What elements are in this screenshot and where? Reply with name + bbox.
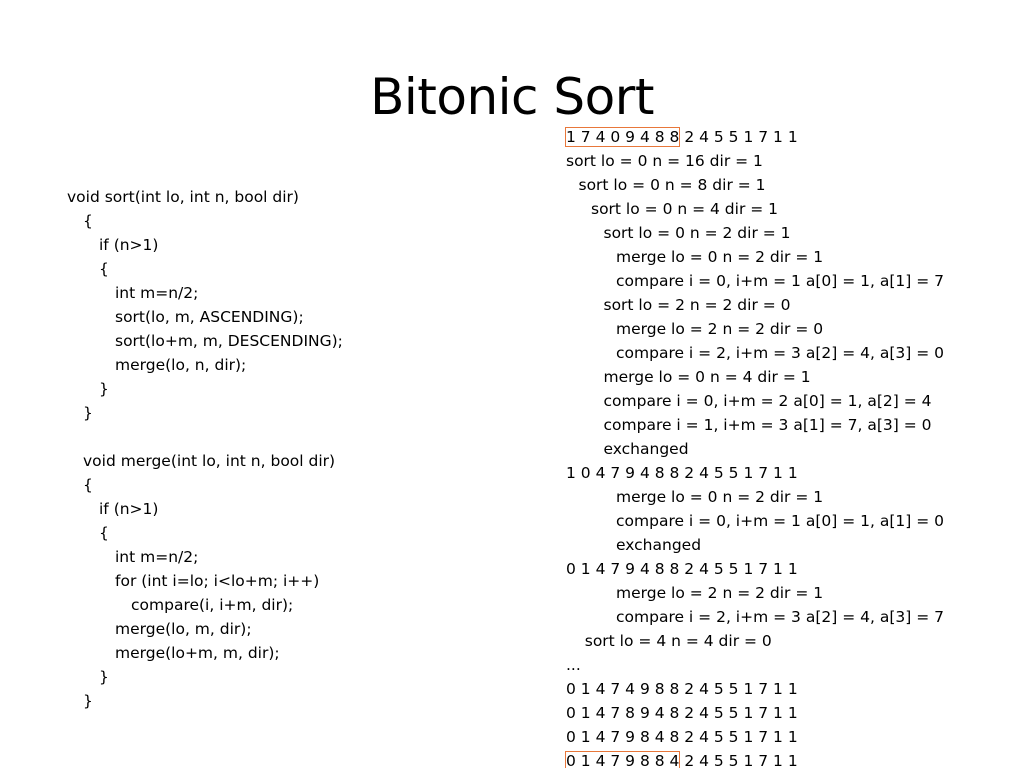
trace-line: sort lo = 4 n = 4 dir = 0 (584, 632, 772, 650)
trace-line: 0 1 4 7 9 4 8 8 2 4 5 5 1 7 1 1 (566, 560, 798, 578)
trace-line: compare i = 0, i+m = 1 a[0] = 1, a[1] = 0 (616, 512, 944, 530)
code-line: } (83, 404, 93, 422)
code-line: { (83, 476, 93, 494)
trace-line: compare i = 2, i+m = 3 a[2] = 4, a[3] = 0 (616, 344, 944, 362)
code-line: void merge(int lo, int n, bool dir) (83, 452, 336, 470)
trace-line: merge lo = 0 n = 2 dir = 1 (616, 248, 824, 266)
trace-line: compare i = 1, i+m = 3 a[1] = 7, a[3] = 0 (603, 416, 932, 434)
trace-line: ... (566, 656, 581, 674)
slide-title: Bitonic Sort (370, 68, 654, 126)
trace-line (566, 749, 944, 768)
trace-line: merge lo = 2 n = 2 dir = 1 (616, 584, 824, 602)
trace-line (566, 125, 944, 149)
code-line: } (83, 692, 93, 710)
highlighted-sequence: 1 7 4 0 9 4 8 8 (566, 128, 680, 146)
trace-line: compare i = 0, i+m = 2 a[0] = 1, a[2] = 4 (603, 392, 932, 410)
trace-line: sort lo = 0 n = 8 dir = 1 (578, 176, 766, 194)
code-line: if (n>1) (99, 236, 159, 254)
trace-line: compare i = 0, i+m = 1 a[0] = 1, a[1] = 7 (616, 272, 944, 290)
code-line: } (99, 668, 109, 686)
trace-line: exchanged (616, 536, 702, 554)
code-line: { (99, 524, 109, 542)
code-line: merge(lo, m, dir); (115, 620, 252, 638)
code-line: compare(i, i+m, dir); (131, 596, 294, 614)
trace-line: compare i = 2, i+m = 3 a[2] = 4, a[3] = 7 (616, 608, 944, 626)
code-line: { (83, 212, 93, 230)
code-line: if (n>1) (99, 500, 159, 518)
code-line: for (int i=lo; i<lo+m; i++) (115, 572, 320, 590)
trace-line: merge lo = 2 n = 2 dir = 0 (616, 320, 824, 338)
code-line: merge(lo, n, dir); (115, 356, 247, 374)
sequence-remainder: 2 4 5 5 1 7 1 1 (679, 128, 798, 146)
trace-line: merge lo = 0 n = 2 dir = 1 (616, 488, 824, 506)
code-line: { (99, 260, 109, 278)
trace-line: 0 1 4 7 8 9 4 8 2 4 5 5 1 7 1 1 (566, 704, 798, 722)
trace-line: sort lo = 0 n = 4 dir = 1 (591, 200, 779, 218)
code-line: sort(lo, m, ASCENDING); (115, 308, 304, 326)
code-line (67, 425, 343, 449)
highlighted-sequence: 0 1 4 7 9 8 8 4 (566, 752, 680, 768)
trace-line: exchanged (603, 440, 689, 458)
code-line: sort(lo+m, m, DESCENDING); (115, 332, 343, 350)
code-listing (67, 185, 343, 713)
execution-trace (566, 125, 944, 768)
code-line: } (99, 380, 109, 398)
trace-line: merge lo = 0 n = 4 dir = 1 (603, 368, 811, 386)
trace-line: sort lo = 2 n = 2 dir = 0 (603, 296, 791, 314)
sequence-remainder: 2 4 5 5 1 7 1 1 (679, 752, 798, 768)
code-line: merge(lo+m, m, dir); (115, 644, 280, 662)
code-line: void sort(int lo, int n, bool dir) (67, 188, 299, 206)
trace-line: sort lo = 0 n = 16 dir = 1 (566, 152, 763, 170)
trace-line: 1 0 4 7 9 4 8 8 2 4 5 5 1 7 1 1 (566, 464, 798, 482)
trace-line: sort lo = 0 n = 2 dir = 1 (603, 224, 791, 242)
trace-line: 0 1 4 7 9 8 4 8 2 4 5 5 1 7 1 1 (566, 728, 798, 746)
trace-line: 0 1 4 7 4 9 8 8 2 4 5 5 1 7 1 1 (566, 680, 798, 698)
code-line: int m=n/2; (115, 548, 199, 566)
code-line: int m=n/2; (115, 284, 199, 302)
